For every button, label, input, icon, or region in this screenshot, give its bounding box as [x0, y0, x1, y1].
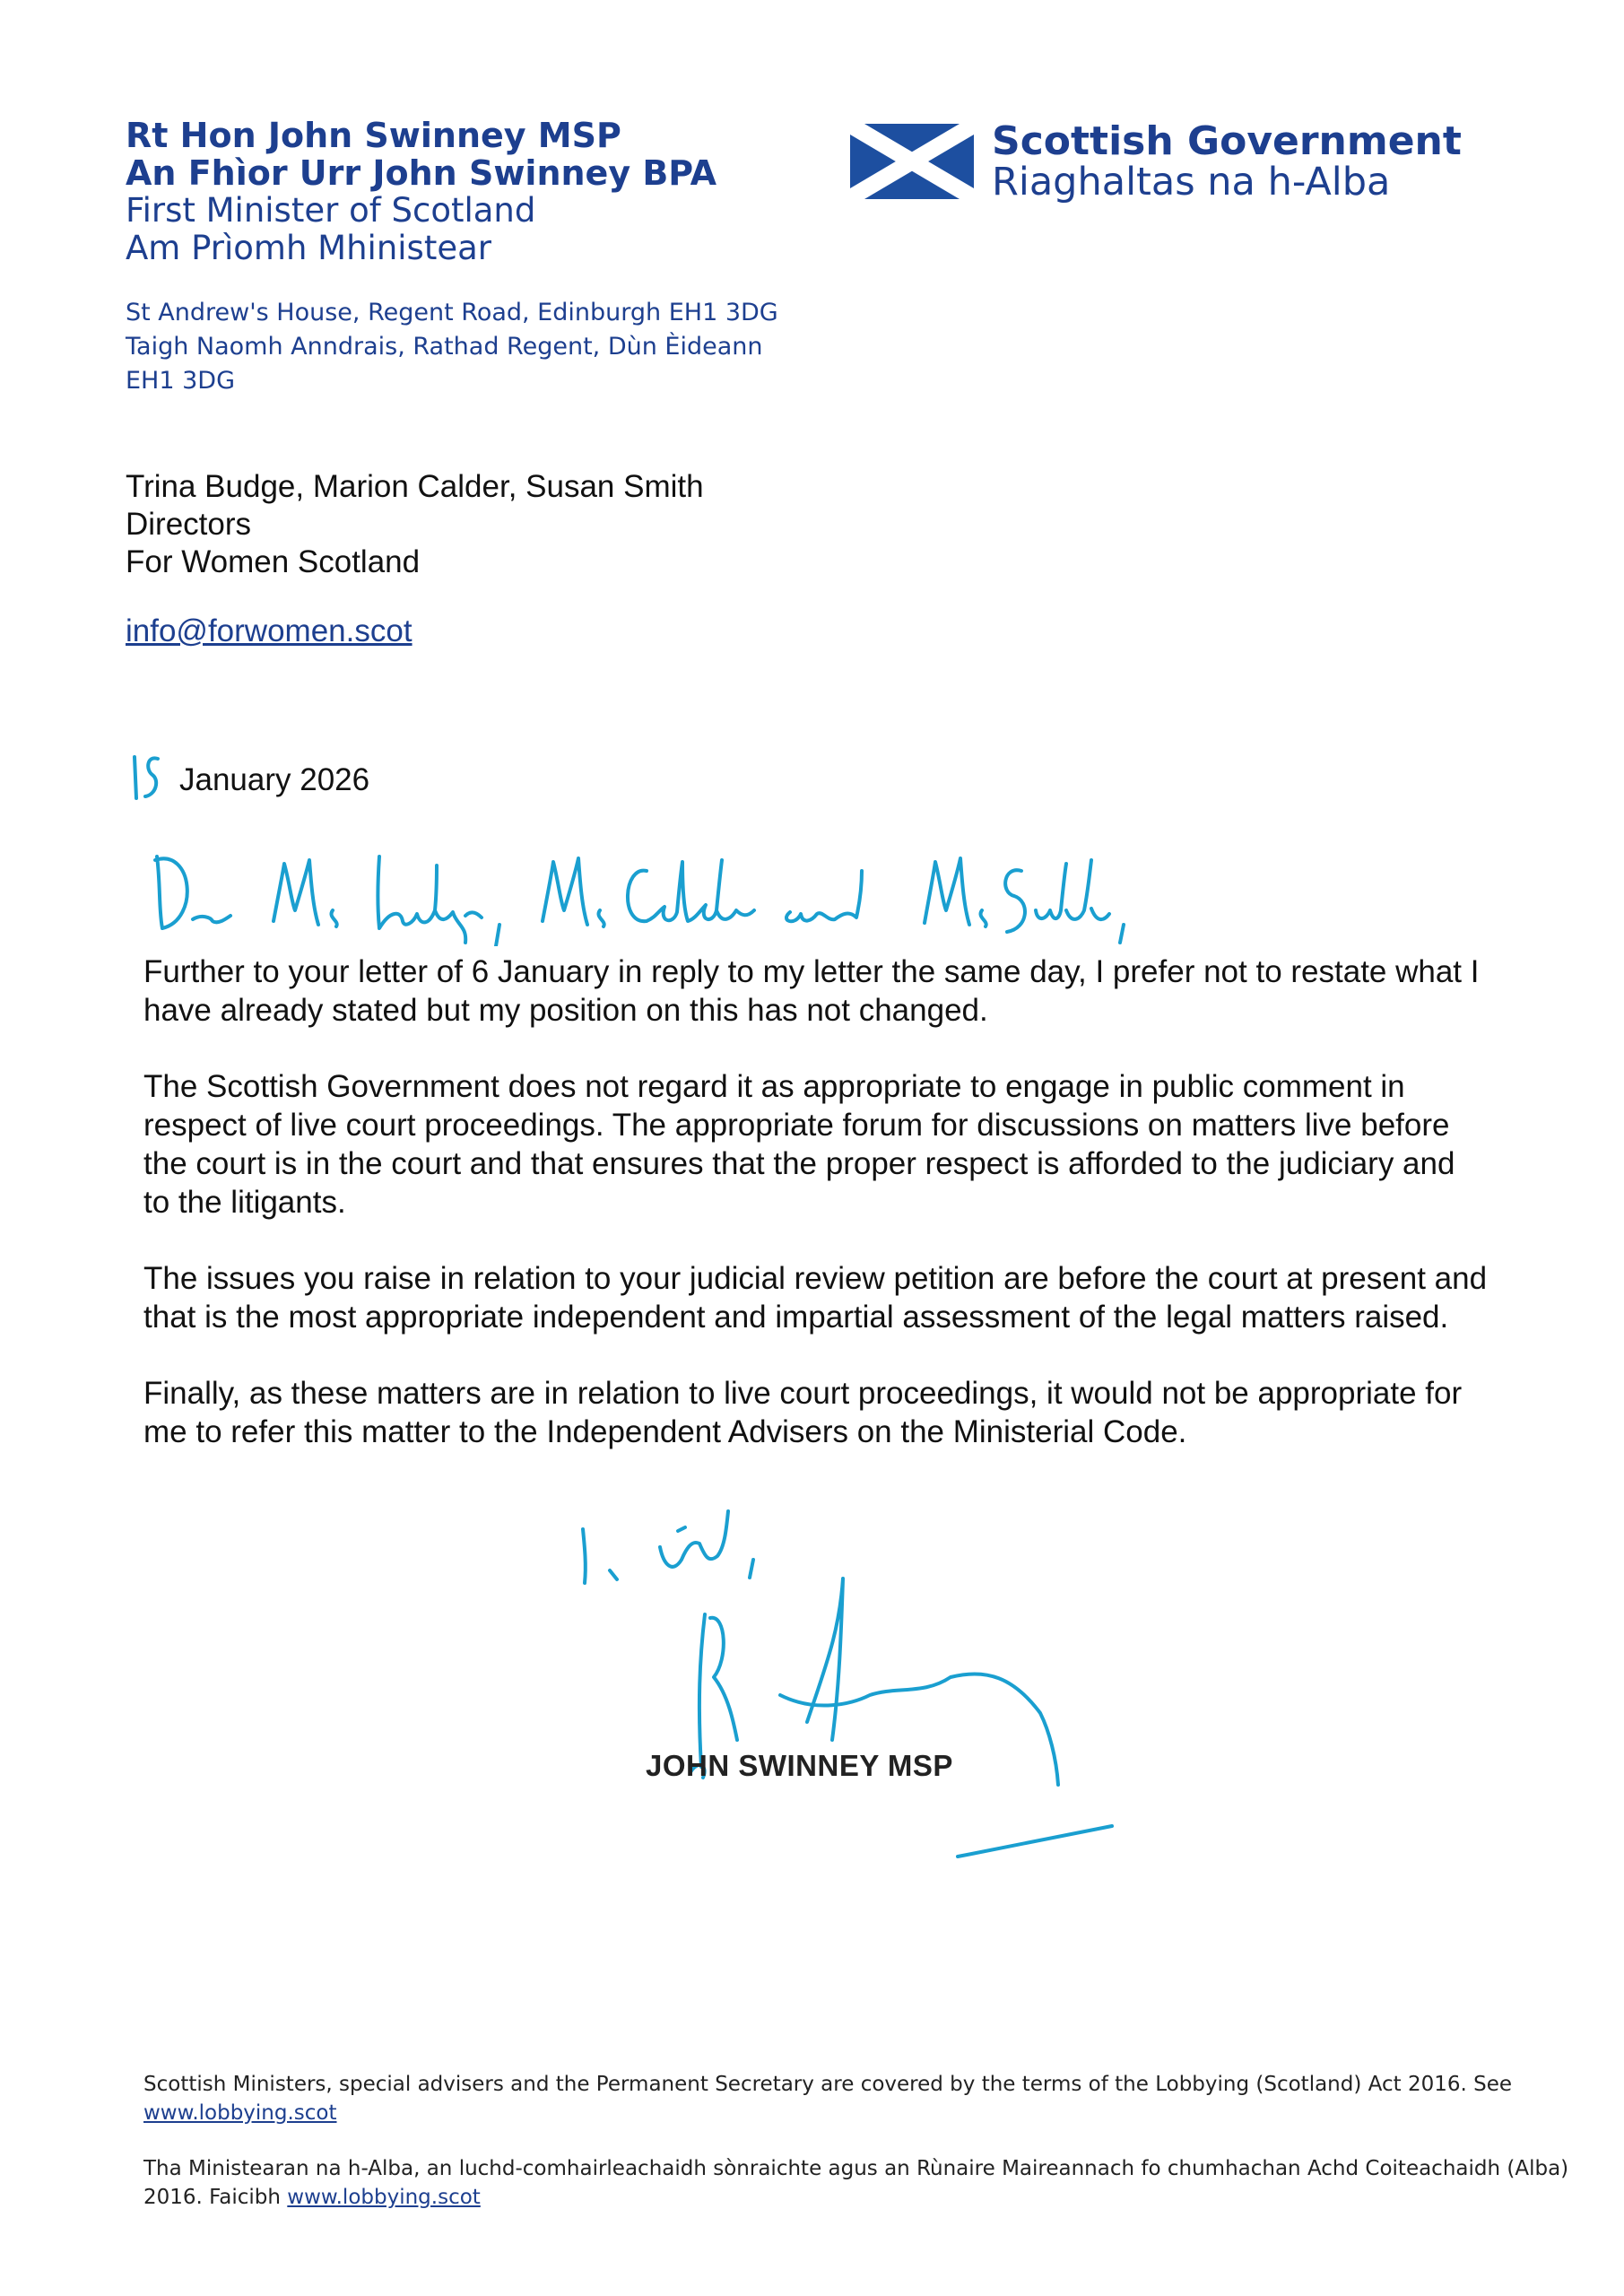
- date-month-year: January 2026: [179, 762, 370, 797]
- minister-name-en: Rt Hon John Swinney MSP: [126, 116, 621, 155]
- signature: [628, 1561, 1130, 1866]
- body-paragraph: Further to your letter of 6 January in reply to my letter the same day, I prefer not to restate what I have already stated but my position on this has not changed.: [143, 954, 1480, 1028]
- address-line: Taigh Naomh Anndrais, Rathad Regent, Dùn Èideann: [126, 333, 763, 361]
- recipient-organisation: For Women Scotland: [126, 544, 421, 579]
- handwritten-salutation: [148, 839, 1134, 946]
- body-paragraph: The Scottish Government does not regard it as appropriate to engage in public comment in respect of live court proceedings. The appropriate forum for discussions on matters live before the court is in the court and that ensures that the proper respect is afforded to the judiciary and to the litigants.: [143, 1069, 1455, 1220]
- minister-name-gd: An Fhìor Urr John Swinney BPA: [126, 153, 717, 193]
- body-paragraph: The issues you raise in relation to your judicial review petition are before the court at present and that is the most appropriate independent and impartial assessment of the legal matters raised.: [143, 1261, 1488, 1335]
- footer-text-en: Scottish Ministers, special advisers and the Permanent Secretary are covered by the terms of the Lobbying (Scotland) Act 2016. See: [143, 2073, 1512, 2096]
- lobbying-link-en[interactable]: www.lobbying.scot: [143, 2101, 337, 2125]
- saltire-flag-icon: [850, 124, 974, 199]
- letter-body: [143, 952, 1489, 1489]
- recipient-block: [126, 468, 704, 581]
- recipient-role: Directors: [126, 507, 252, 542]
- logo-name-en: Scottish Government: [992, 118, 1462, 164]
- handwritten-day: [127, 750, 167, 804]
- address-line: EH1 3DG: [126, 367, 236, 395]
- minister-header: [126, 117, 716, 267]
- address-line: St Andrew's House, Regent Road, Edinburgh EH1 3DG: [126, 299, 778, 326]
- lobbying-footer: [143, 2070, 1624, 2239]
- footer-text-gd: Tha Ministearan na h-Alba, an luchd-comhairleachaidh sònraichte agus an Rùnaire Maireannach fo chumhachan Achd Coiteachaidh (Alba) 2016. Faicibh: [143, 2157, 1569, 2209]
- signer-name: JOHN SWINNEY MSP: [646, 1749, 953, 1782]
- recipient-email-link[interactable]: info@forwomen.scot: [126, 613, 413, 648]
- footer-paragraph-en: [143, 2070, 1624, 2127]
- minister-title-gd: Am Prìomh Mhinistear: [126, 229, 491, 267]
- body-paragraph: Finally, as these matters are in relation to live court proceedings, it would not be appropriate for me to refer this matter to the Independent Advisers on the Ministerial Code.: [143, 1376, 1463, 1449]
- minister-title-en: First Minister of Scotland: [126, 191, 536, 230]
- scottish-government-logo: [850, 118, 1462, 204]
- recipient-names: Trina Budge, Marion Calder, Susan Smith: [126, 469, 704, 504]
- footer-paragraph-gd: [143, 2154, 1624, 2212]
- sender-address: [126, 296, 778, 398]
- lobbying-link-gd[interactable]: www.lobbying.scot: [287, 2186, 481, 2209]
- logo-name-gd: Riaghaltas na h-Alba: [992, 160, 1391, 204]
